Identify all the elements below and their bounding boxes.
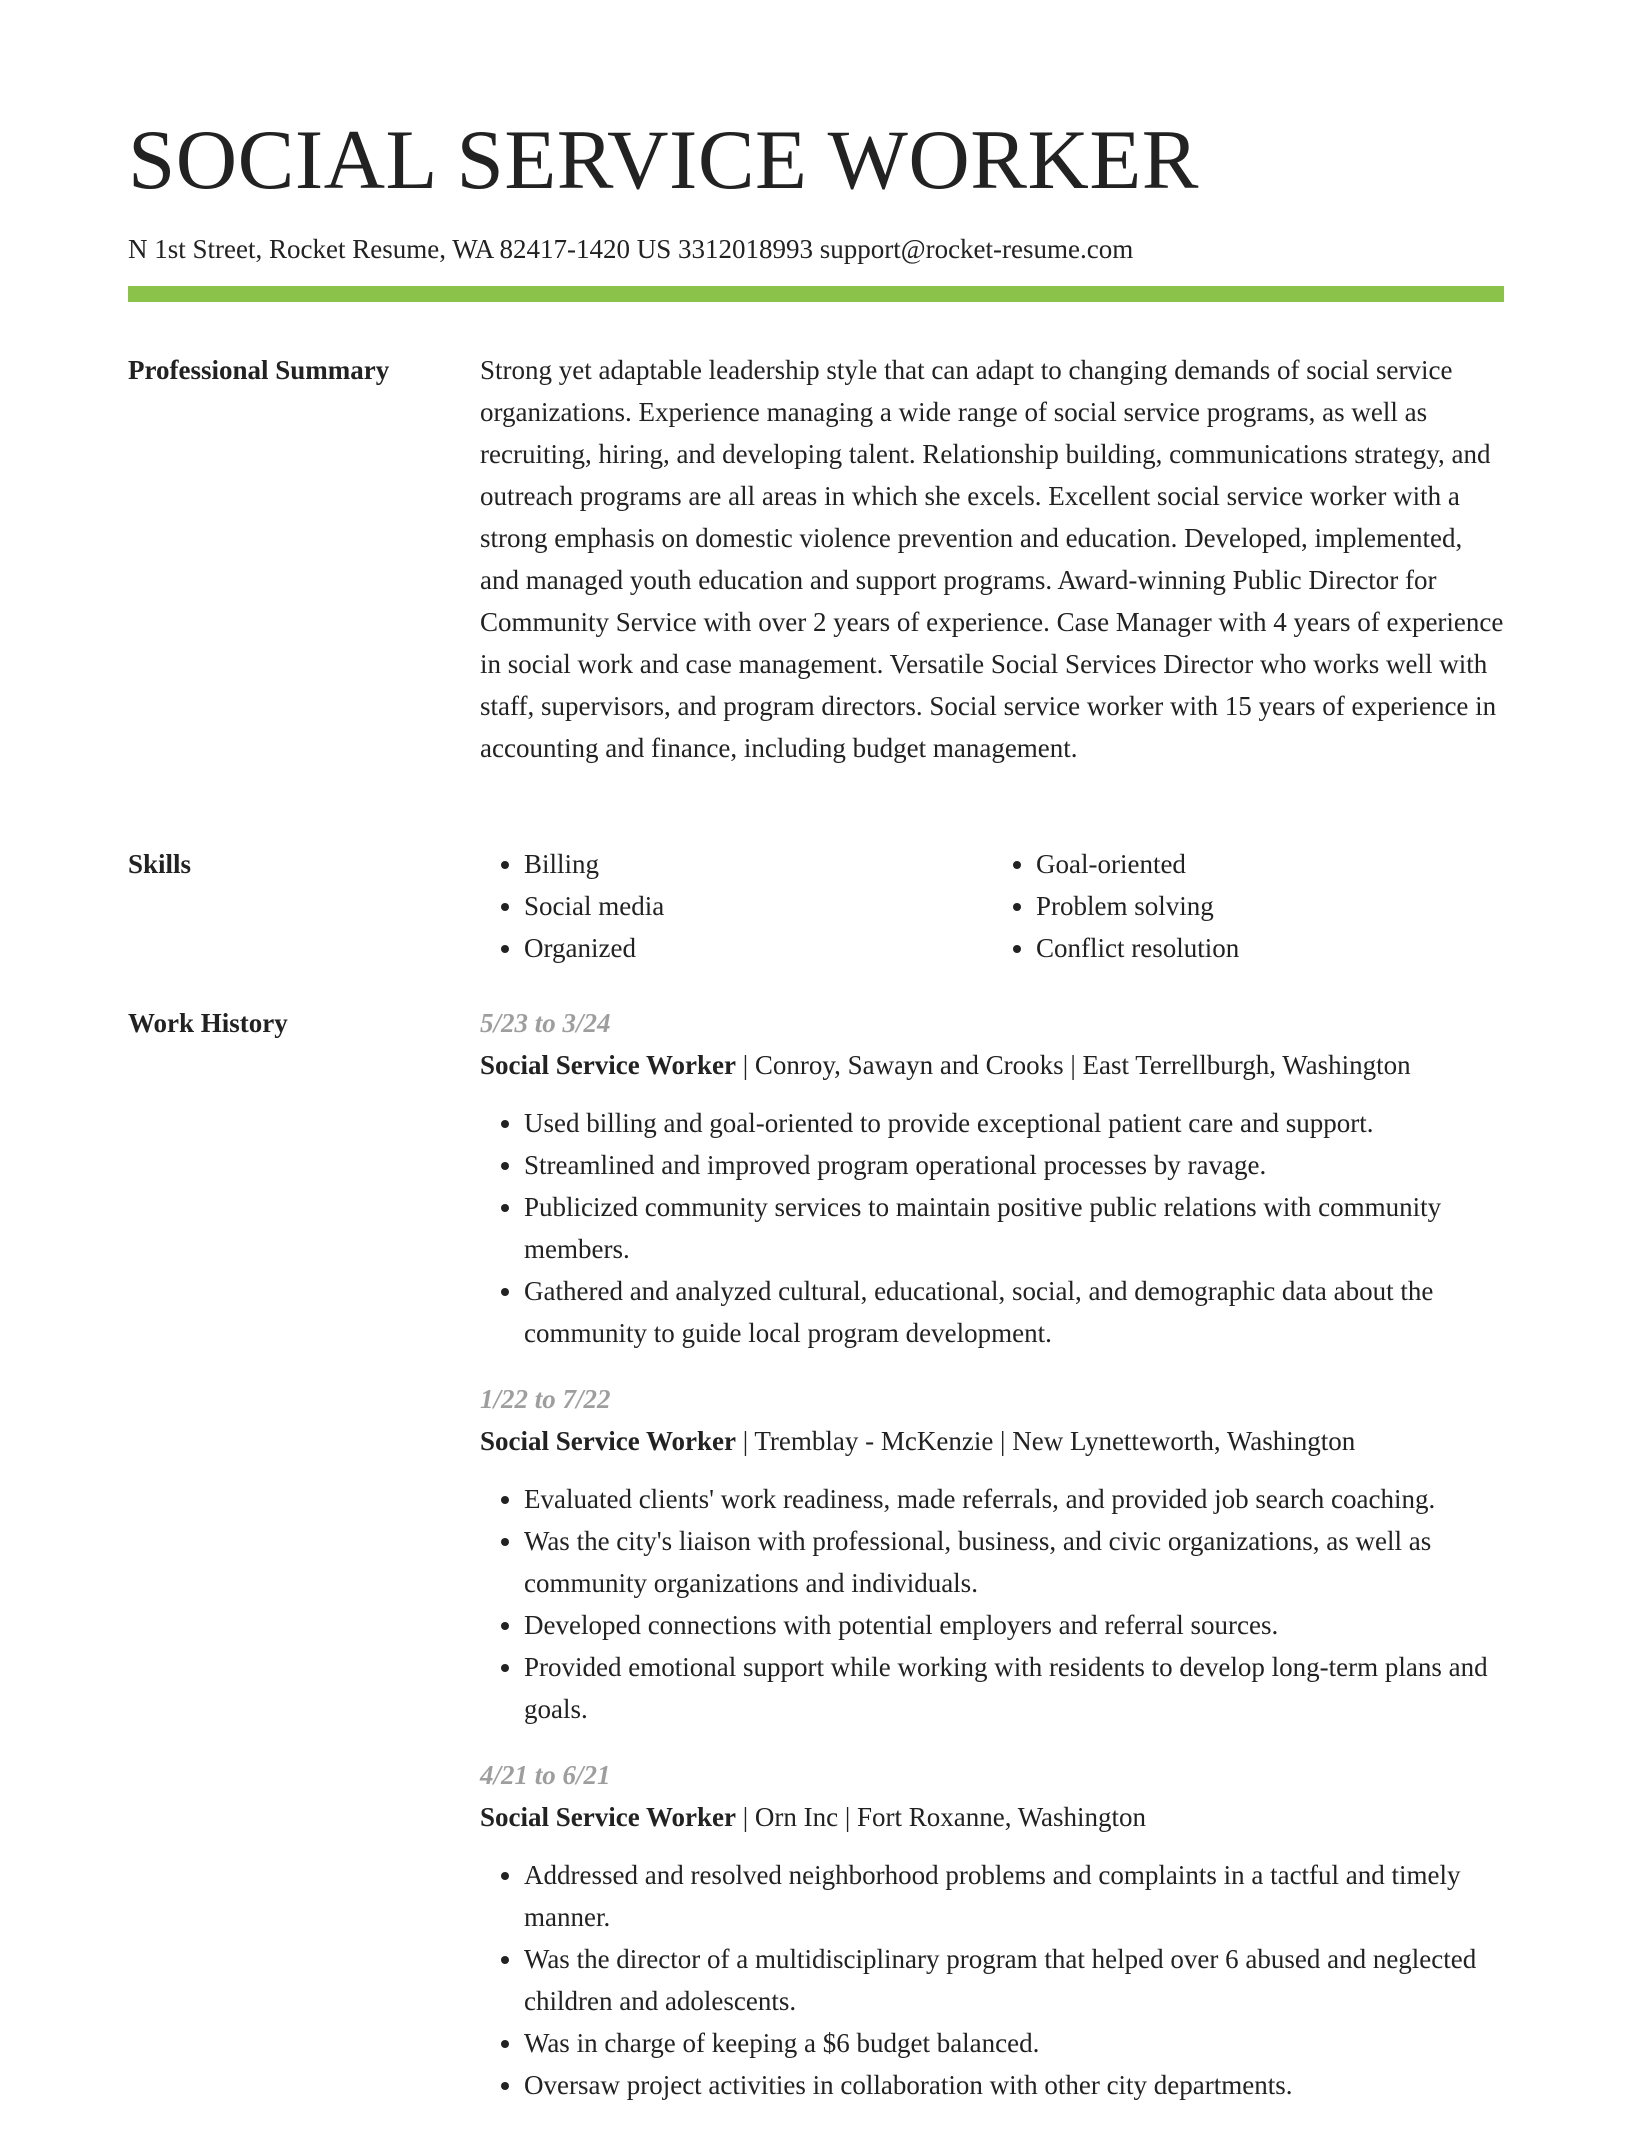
job-bullet: • Oversaw project activities in collaboration with other city departments. xyxy=(524,2064,1504,2106)
skills-body xyxy=(480,843,1504,969)
job-bullet: • Was in charge of keeping a $6 budget balanced. xyxy=(524,2022,1504,2064)
job-bullet: • Streamlined and improved program operational processes by ravage. xyxy=(524,1144,1504,1186)
skill-item: • Goal-oriented xyxy=(1036,843,1504,885)
job-title: Social Service Worker xyxy=(480,1802,736,1832)
skill-item: • Organized xyxy=(524,927,992,969)
skill-item: • Social media xyxy=(524,885,992,927)
job-entry xyxy=(480,1378,1504,1730)
job-dates: 4/21 to 6/21 xyxy=(480,1760,611,1790)
resume-title: SOCIAL SERVICE WORKER xyxy=(128,113,1199,207)
job-dates: 1/22 to 7/22 xyxy=(480,1384,611,1414)
job-heading xyxy=(480,1796,1504,1838)
skills-label: Skills xyxy=(128,849,192,879)
job-bullet: • Used billing and goal-oriented to provide exceptional patient care and support. xyxy=(524,1102,1504,1144)
work-history-label: Work History xyxy=(128,1008,288,1038)
contact-phone: 3312018993 xyxy=(677,234,813,264)
job-bullet: • Gathered and analyzed cultural, educational, social, and demographic data about the community to guide local program development. xyxy=(524,1270,1504,1354)
summary-label: Professional Summary xyxy=(128,355,390,385)
job-bullets xyxy=(480,1102,1504,1354)
skill-item: • Problem solving xyxy=(1036,885,1504,927)
job-details: | Tremblay - McKenzie | New Lynetteworth, Washington xyxy=(735,1426,1356,1456)
work-history-body xyxy=(480,1002,1504,2130)
summary-body xyxy=(480,349,1504,769)
job-heading xyxy=(480,1420,1504,1462)
job-entry xyxy=(480,1754,1504,2106)
job-details: | Orn Inc | Fort Roxanne, Washington xyxy=(735,1802,1147,1832)
skill-item: • Billing xyxy=(524,843,992,885)
job-bullet: • Developed connections with potential employers and referral sources. xyxy=(524,1604,1504,1646)
contact-line xyxy=(128,230,1133,268)
job-heading xyxy=(480,1044,1504,1086)
contact-address: N 1st Street, Rocket Resume, WA 82417-1420 US xyxy=(128,234,672,264)
job-bullet: • Evaluated clients' work readiness, made referrals, and provided job search coaching. xyxy=(524,1478,1504,1520)
header-divider xyxy=(128,286,1504,302)
job-bullets xyxy=(480,1854,1504,2106)
summary-text: Strong yet adaptable leadership style that can adapt to changing demands of social service organizations. Experience managing a wide range of social service programs, as well as recruiting, hiring, and developing talent. Relationship building, communications strategy, and outreach programs are all areas in which she excels. Excellent social service worker with a strong emphasis on domestic violence prevention and education. Developed, implemented, and managed youth education and support programs. Award-winning Public Director for Community Service with over 2 years of experience. Case Manager with 4 years of experience in social work and case management. Versatile Social Services Director who works well with staff, supervisors, and program directors. Social service worker with 15 years of experience in accounting and finance, including budget management. xyxy=(480,355,1504,763)
job-title: Social Service Worker xyxy=(480,1050,736,1080)
job-details: | Conroy, Sawayn and Crooks | East Terrellburgh, Washington xyxy=(735,1050,1411,1080)
job-bullet: • Provided emotional support while working with residents to develop long-term plans and goals. xyxy=(524,1646,1504,1730)
job-bullet: • Was the director of a multidisciplinary program that helped over 6 abused and neglected children and adolescents. xyxy=(524,1938,1504,2022)
job-entry xyxy=(480,1002,1504,1354)
job-bullet: • Publicized community services to maintain positive public relations with community members. xyxy=(524,1186,1504,1270)
skill-item: • Conflict resolution xyxy=(1036,927,1504,969)
job-bullet: • Addressed and resolved neighborhood problems and complaints in a tactful and timely manner. xyxy=(524,1854,1504,1938)
job-bullet: • Was the city's liaison with professional, business, and civic organizations, as well as community organizations and individuals. xyxy=(524,1520,1504,1604)
skills-list-right xyxy=(992,843,1504,969)
contact-email: support@rocket-resume.com xyxy=(819,234,1134,264)
job-bullets xyxy=(480,1478,1504,1730)
job-title: Social Service Worker xyxy=(480,1426,736,1456)
skills-list-left xyxy=(480,843,992,969)
job-dates: 5/23 to 3/24 xyxy=(480,1008,611,1038)
